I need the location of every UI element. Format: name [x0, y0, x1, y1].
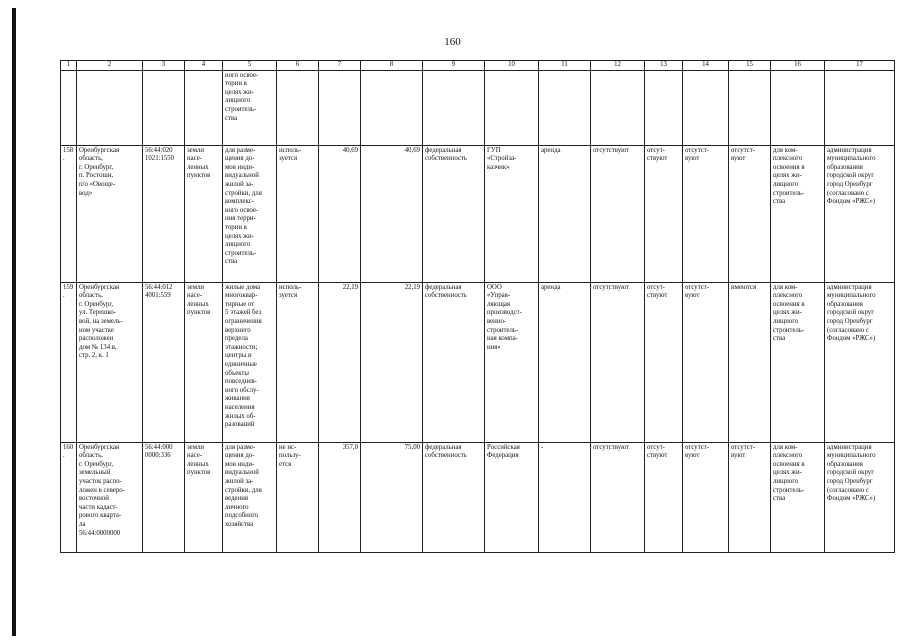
col13-cell: отсут- ствуют	[645, 145, 683, 282]
land-category-cell: земли насе- ленных пунктов	[185, 282, 223, 442]
col14-cell: отсутст- вуют	[683, 145, 729, 282]
col-header-17: 17	[825, 61, 895, 71]
col15-cell: отсутст- вуют	[729, 145, 771, 282]
col-header-6: 6	[277, 61, 319, 71]
address-cell: Оренбургская область, г. Оренбург, ул. Терешко- вой, на земель- ном участке расположен дом № 134 в, стр. 2, к. 1	[77, 282, 143, 442]
proposed-use-cell: для ком- плексного освоения в целях жи- лищного строитель- ства	[771, 282, 825, 442]
address-cell: Оренбургская область, г. Оренбург, земельный участок распо- ложен в северо- восточной части кадаст- рового кварта- ла 56:44:0000000	[77, 442, 143, 552]
col13-cell: отсут- ствуют	[645, 282, 683, 442]
col-header-10: 10	[485, 61, 539, 71]
row-number: 159.	[61, 282, 77, 442]
table-row	[61, 442, 895, 552]
row-number: 158.	[61, 145, 77, 282]
col12-cell: отсутствуют	[591, 282, 645, 442]
permitted-use-cell: для разме- щения до- мов инди- видуальной жилой за- стройки, для комплекс- ного освое- ния терри- тории в целях жи- лищного строитель- ства	[223, 145, 277, 282]
usage-status-cell: исполь- зуется	[277, 145, 319, 282]
area-cell-2: 40,69	[361, 145, 423, 282]
col-header-15: 15	[729, 61, 771, 71]
cadastral-number-cell: 56:44:020 1021:1550	[143, 145, 185, 282]
col12-cell: отсутствуют	[591, 145, 645, 282]
col-header-5: 5	[223, 61, 277, 71]
area-cell: 357,0	[319, 442, 361, 552]
initiator-cell: администрация муниципального образования городской округ город Оренбург (согласовано с Фондом «РЖС»)	[825, 442, 895, 552]
permitted-use-cell: для разме- щения до- мов инди- видуальной жилой за- стройки, для ведения личного подсобного хозяйства	[223, 442, 277, 552]
right-holder-cell: Российская Федерация	[485, 442, 539, 552]
usage-status-cell: не ис- пользу- ется	[277, 442, 319, 552]
col15-cell: отсутст- вуют	[729, 442, 771, 552]
ownership-cell: федеральная собственность	[423, 282, 485, 442]
col-header-2: 2	[77, 61, 143, 71]
encumbrance-cell: аренда	[539, 145, 591, 282]
col-header-4: 4	[185, 61, 223, 71]
col-header-11: 11	[539, 61, 591, 71]
permitted-use-cell: жилые дома многоквар- тирные от 5 этажей без ограничения верхнего предела этажности; центры и единичные объекты повседнев- ного обслу- живания населения жилых об- разований	[223, 282, 277, 442]
initiator-cell: администрация муниципального образования городской округ город Оренбург (согласовано с Фондом «РЖС»)	[825, 145, 895, 282]
col14-cell: отсутст- вуют	[683, 442, 729, 552]
continuation-row	[61, 70, 895, 145]
col12-cell: отсутствуют	[591, 442, 645, 552]
land-category-cell: земли насе- ленных пунктов	[185, 442, 223, 552]
continuation-purpose: ного освое- тории в целях жи- лищного строитель- ства	[223, 70, 277, 145]
encumbrance-cell: аренда	[539, 282, 591, 442]
col-header-12: 12	[591, 61, 645, 71]
col-header-14: 14	[683, 61, 729, 71]
col-header-13: 13	[645, 61, 683, 71]
col13-cell: отсут- ствуют	[645, 442, 683, 552]
column-number-row	[61, 61, 895, 71]
col14-cell: отсутст- вуют	[683, 282, 729, 442]
col-header-1: 1	[61, 61, 77, 71]
area-cell: 22,19	[319, 282, 361, 442]
binding-strip	[12, 8, 16, 636]
col15-cell: имеются	[729, 282, 771, 442]
col-header-16: 16	[771, 61, 825, 71]
table-row	[61, 282, 895, 442]
col-header-8: 8	[361, 61, 423, 71]
table-row	[61, 145, 895, 282]
proposed-use-cell: для ком- плексного освоения в целях жи- лищного строитель- ства	[771, 442, 825, 552]
land-category-cell: земли насе- ленных пунктов	[185, 145, 223, 282]
address-cell: Оренбургская область, г. Оренбург, п. Ростоши, п/о «Овоще- вод»	[77, 145, 143, 282]
area-cell-2: 22,19	[361, 282, 423, 442]
right-holder-cell: ООО «Управ- ляющая производст- венно- строитель- ная компа- ния»	[485, 282, 539, 442]
ownership-cell: федеральная собственность	[423, 442, 485, 552]
proposed-use-cell: для ком- плексного освоения в целях жи- лищного строитель- ства	[771, 145, 825, 282]
col-header-7: 7	[319, 61, 361, 71]
col-header-3: 3	[143, 61, 185, 71]
page-number: 160	[444, 36, 461, 48]
cadastral-number-cell: 56:44:012 4001:559	[143, 282, 185, 442]
row-number: 160.	[61, 442, 77, 552]
ownership-cell: федеральная собственность	[423, 145, 485, 282]
encumbrance-cell: -	[539, 442, 591, 552]
initiator-cell: администрация муниципального образования городской округ город Оренбург (согласовано с Фондом «РЖС»)	[825, 282, 895, 442]
area-cell-2: 75,00	[361, 442, 423, 552]
cadastral-number-cell: 56:44:000 0000:336	[143, 442, 185, 552]
col-header-9: 9	[423, 61, 485, 71]
area-cell: 40,69	[319, 145, 361, 282]
usage-status-cell: исполь- зуется	[277, 282, 319, 442]
right-holder-cell: ГУП «Стройза- казчик»	[485, 145, 539, 282]
land-plots-table	[60, 60, 895, 553]
